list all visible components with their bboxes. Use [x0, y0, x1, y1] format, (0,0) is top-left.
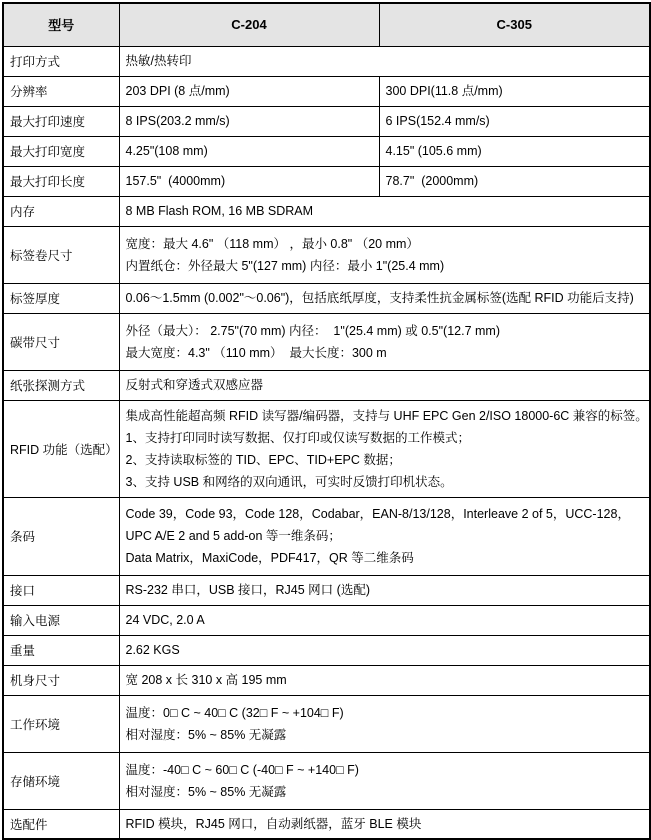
table-row [3, 809, 650, 839]
value-line: 外径（最大）： 2.75"(70 mm) 内径： 1"(25.4 mm) 或 0.5"(12.7 mm) [125, 323, 500, 338]
value-line: 0.06～1.5mm (0.002"～0.06")，包括底纸厚度，支持柔性抗金属标签(选配 RFID 功能后支持) [125, 291, 634, 305]
header-model: 型号 [3, 3, 119, 46]
value-line: 4.25"(108 mm) [125, 144, 208, 158]
table-row [3, 497, 650, 575]
value-line: 最大宽度：4.3" （110 mm） 最大长度：300 m [125, 345, 387, 360]
row-label: 接口 [3, 575, 119, 605]
value-line: 集成高性能超高频 RFID 读写器/编码器，支持与 UHF EPC Gen 2/ISO 18000-6C 兼容的标签。 [125, 408, 648, 423]
value-line: RFID 模块，RJ45 网口，自动剥纸器，蓝牙 BLE 模块 [125, 816, 422, 831]
value-line: 温度：-40□ C ~ 60□ C (-40□ F ~ +140□ F) [125, 762, 359, 777]
value-line: 8 IPS(203.2 mm/s) [125, 114, 230, 128]
row-value [119, 752, 650, 809]
table-row [3, 665, 650, 695]
value-line: 宽度：最大 4.6" （118 mm） ，最小 0.8" （20 mm） [125, 236, 419, 251]
table-row [3, 370, 650, 400]
table-row [3, 166, 650, 196]
table-row [3, 136, 650, 166]
value-line: 300 DPI(11.8 点/mm) [385, 84, 503, 98]
value-line: 203 DPI (8 点/mm) [125, 84, 230, 98]
value-line: 6 IPS(152.4 mm/s) [385, 114, 490, 128]
row-value [119, 605, 650, 635]
header-c305: C-305 [379, 3, 650, 46]
row-label: 机身尺寸 [3, 665, 119, 695]
value-line: 相对湿度：5% ~ 85% 无凝露 [125, 727, 287, 742]
row-label: 最大打印长度 [3, 166, 119, 196]
row-value [119, 313, 650, 370]
table-row [3, 196, 650, 226]
table-row [3, 695, 650, 752]
table-row [3, 106, 650, 136]
row-label: 标签厚度 [3, 283, 119, 313]
row-label: 输入电源 [3, 605, 119, 635]
row-label: 条码 [3, 497, 119, 575]
table-row [3, 605, 650, 635]
row-value [119, 283, 650, 313]
row-value [119, 695, 650, 752]
row-value [119, 665, 650, 695]
row-value [119, 809, 650, 839]
value-line: Code 39，Code 93，Code 128，Codabar，EAN-8/13/128，Interleave 2 of 5，UCC-128， [125, 507, 630, 521]
table-row [3, 635, 650, 665]
value-line: 8 MB Flash ROM, 16 MB SDRAM [125, 204, 314, 218]
value-line: 157.5" (4000mm) [125, 174, 226, 188]
header-c204: C-204 [119, 3, 379, 46]
row-value [119, 166, 379, 196]
row-label: 碳带尺寸 [3, 313, 119, 370]
row-label: 最大打印速度 [3, 106, 119, 136]
value-line: UPC A/E 2 and 5 add-on 等一维条码； [125, 529, 341, 543]
value-line: RS-232 串口，USB 接口，RJ45 网口 (选配) [125, 583, 370, 597]
value-line: 78.7" (2000mm) [385, 174, 479, 188]
value-line: 1、支持打印同时读写数据、仅打印或仅读写数据的工作模式； [125, 430, 470, 445]
row-value [119, 76, 379, 106]
spec-table [2, 2, 651, 840]
row-label: 标签卷尺寸 [3, 226, 119, 283]
row-label: 纸张探测方式 [3, 370, 119, 400]
row-value [119, 136, 379, 166]
table-row [3, 575, 650, 605]
row-label: 打印方式 [3, 46, 119, 76]
row-label: 分辨率 [3, 76, 119, 106]
table-row [3, 283, 650, 313]
row-value [119, 46, 650, 76]
row-value [119, 226, 650, 283]
value-line: 宽 208 x 长 310 x 高 195 mm [125, 673, 287, 687]
value-line: 2、支持读取标签的 TID、EPC、TID+EPC 数据； [125, 452, 401, 467]
row-value [119, 635, 650, 665]
row-label: 存储环境 [3, 752, 119, 809]
row-value [119, 497, 650, 575]
row-value [379, 76, 650, 106]
table-row [3, 226, 650, 283]
row-label: 内存 [3, 196, 119, 226]
row-label: 重量 [3, 635, 119, 665]
value-line: 24 VDC, 2.0 A [125, 613, 205, 627]
value-line: Data Matrix，MaxiCode，PDF417，QR 等二维条码 [125, 551, 414, 565]
table-row [3, 46, 650, 76]
row-label: 工作环境 [3, 695, 119, 752]
row-value [119, 400, 650, 497]
row-value [119, 575, 650, 605]
spec-table-body [3, 46, 650, 839]
row-value [119, 196, 650, 226]
table-header-row [3, 3, 650, 46]
row-value [379, 166, 650, 196]
row-value [379, 136, 650, 166]
table-row [3, 76, 650, 106]
row-value [379, 106, 650, 136]
row-label: 选配件 [3, 809, 119, 839]
value-line: 2.62 KGS [125, 643, 180, 657]
table-row [3, 313, 650, 370]
value-line: 温度：0□ C ~ 40□ C (32□ F ~ +104□ F) [125, 705, 344, 720]
row-value [119, 106, 379, 136]
table-row [3, 400, 650, 497]
row-value [119, 370, 650, 400]
value-line: 内置纸仓：外径最大 5"(127 mm) 内径：最小 1"(25.4 mm) [125, 258, 445, 273]
row-label: 最大打印宽度 [3, 136, 119, 166]
value-line: 反射式和穿透式双感应器 [125, 378, 264, 392]
row-label: RFID 功能（选配） [3, 400, 119, 497]
value-line: 相对湿度：5% ~ 85% 无凝露 [125, 784, 287, 799]
value-line: 4.15" (105.6 mm) [385, 144, 482, 158]
value-line: 3、支持 USB 和网络的双向通讯，可实时反馈打印机状态。 [125, 474, 453, 489]
table-row [3, 752, 650, 809]
value-line: 热敏/热转印 [125, 54, 192, 68]
